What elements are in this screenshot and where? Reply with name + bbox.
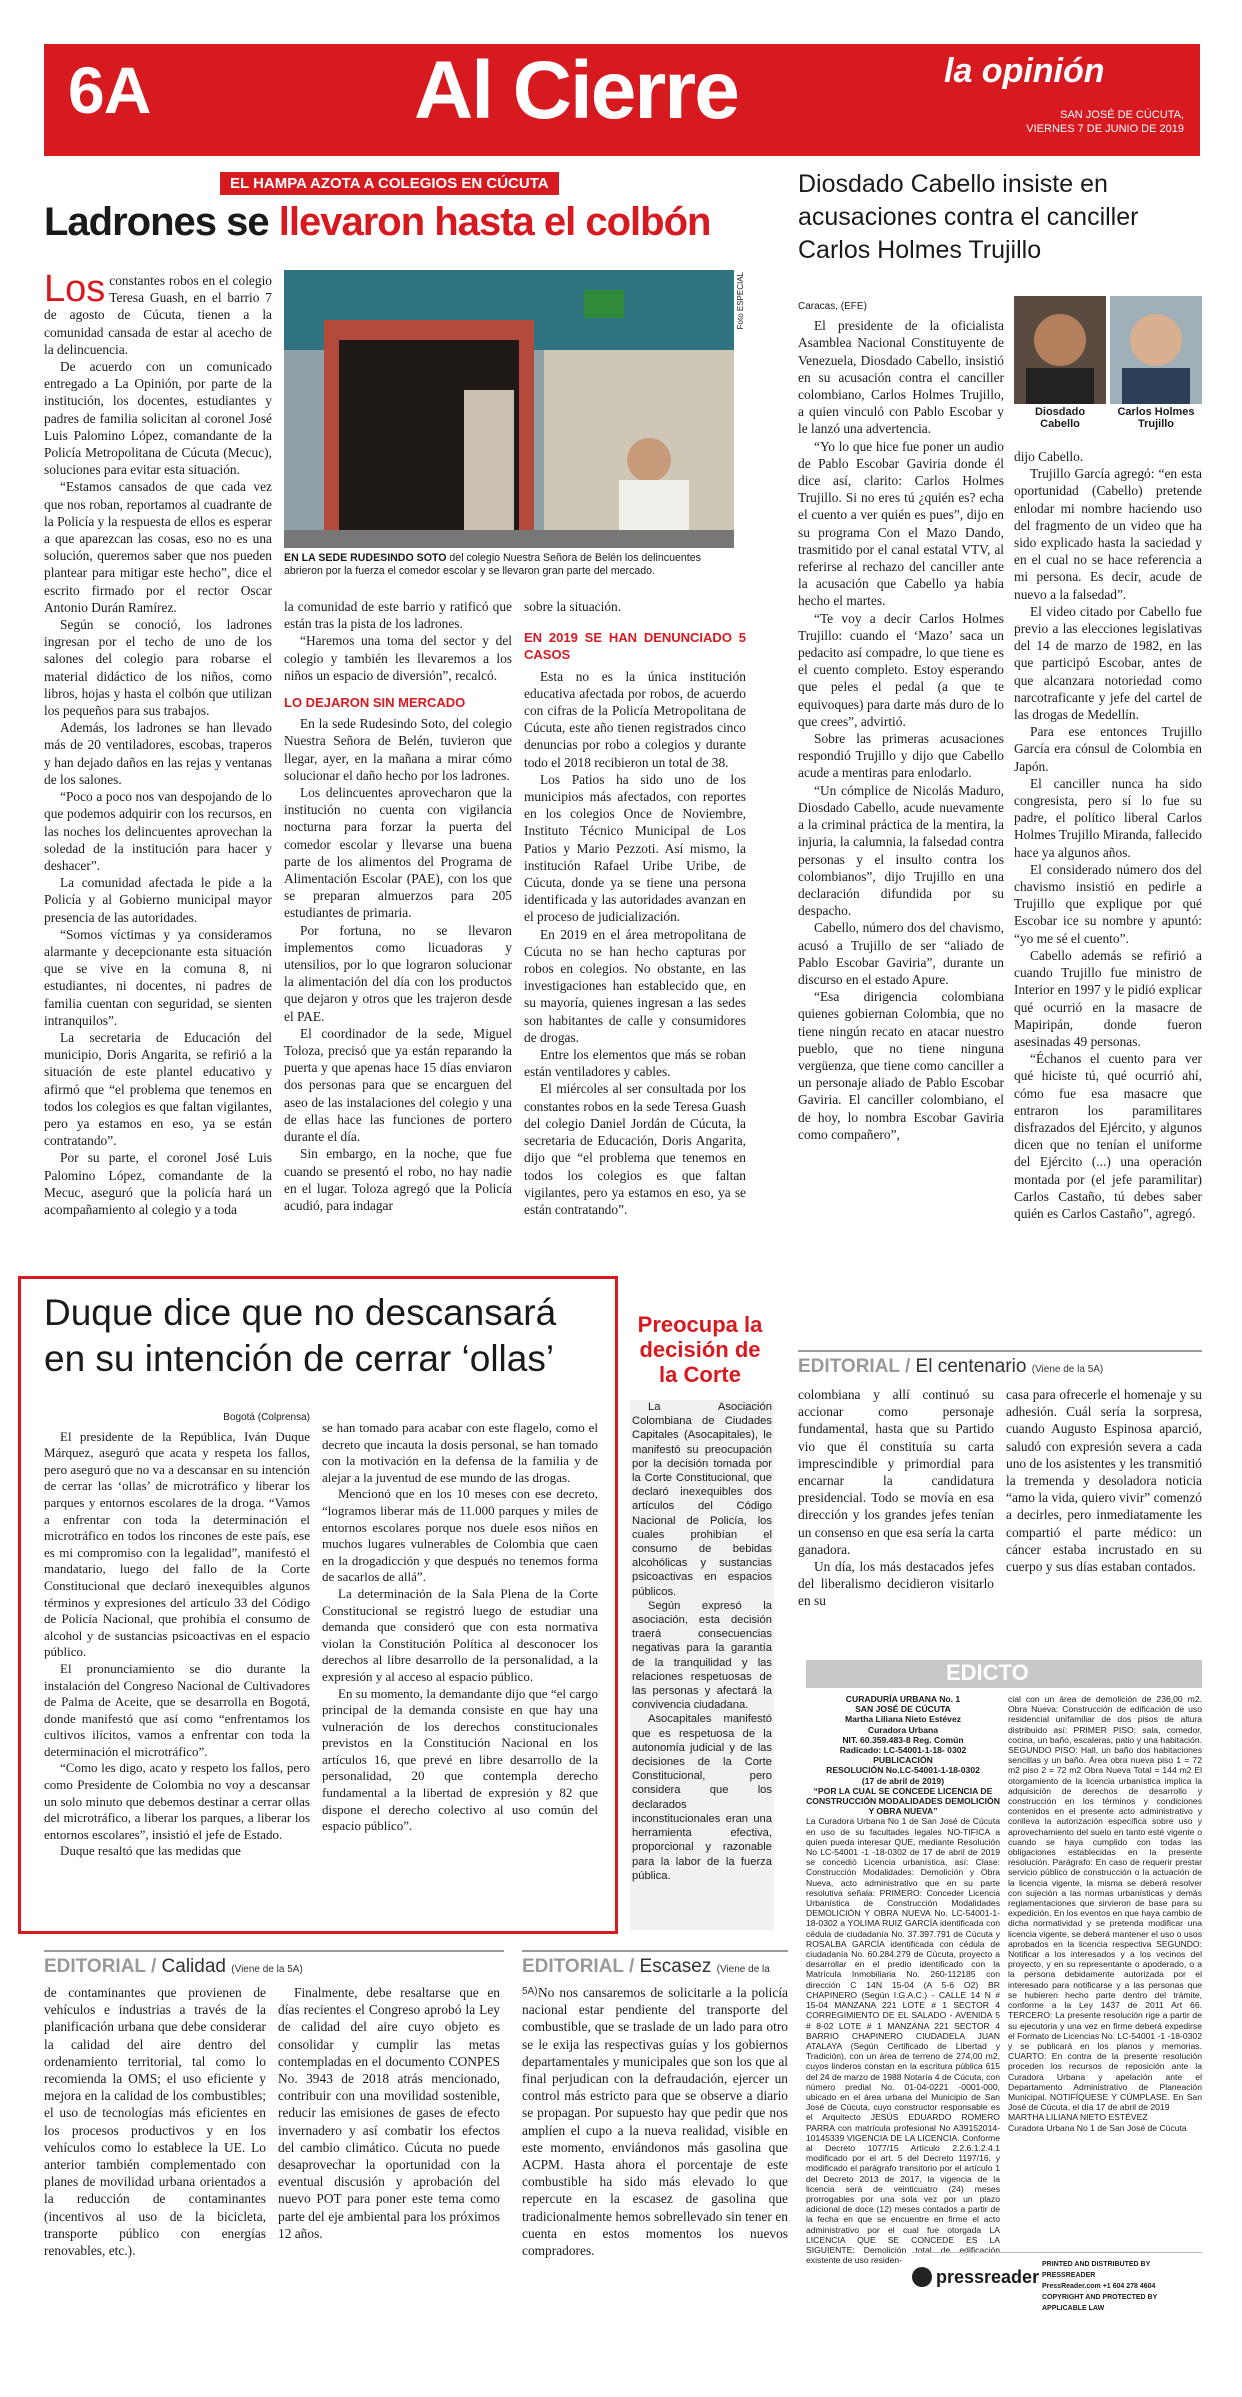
page-header-banner (44, 44, 1200, 156)
photo-credit: Foto ESPECIAL (736, 272, 745, 330)
editorial-calidad-col1: de contaminantes que provienen de vehículos e industrias a través de la planificación urbana que debe considerar la calidad del aire dentro del ordenamiento territorial, tal como lo recomienda la OMS; el uso eficiente y mejora en la calidad de los combustibles; el uso de tecnologías más eficientes en los procesos productivos y en los vehículos como lo establece la UE. Lo anterior también complementado con planes de movilidad urbana orientados a la reducción de contaminantes (incentivos al uso de la bicicleta, transporte público con energías renovables, etc.). (44, 1985, 266, 2259)
subhead-mercado: LO DEJARON SIN MERCADO (284, 695, 466, 711)
pressreader-logo: pressreader (912, 2267, 1039, 2288)
trujillo-photo-label: Carlos Holmes Trujillo (1117, 406, 1195, 430)
cabello-column-2: dijo Cabello. Trujillo García agregó: “en esta oportunidad (Cabello) pretende enlodar mi nombre haciendo uso del fragmento de un video que ha sido explicado hasta la saciedad y en el cual no se hace referencia a mi persona. Es decir, acude de nuevo a la falsedad”. El video citado por Cabello fue previo a las elecciones legislativas del 14 de marzo de 1982, en las que participó Escobar, antes de que alcanzara notoriedad como narcotraficante y jefe del cartel de las drogas de Medellín. Para ese entonces Trujillo García era cónsul de Colombia en Japón. El canciller nunca ha sido congresista, pero sí lo fue su padre, el político liberal Carlos Holmes Trujillo Miranda, fallecido hace ya algunos años. El considerado número dos del chavismo insistió en pedirle a Trujillo que explique por qué Escobar ice su nombre y apuntó: “yo me sé el cuento”. Cabello además se refirió a cuando Trujillo fue ministro de Interior en 1997 y le pidió explicar qué ocurrió en la masacre de Mapiripán, donde fueron asesinadas 49 personas. “Échanos el cuento para ver qué hiciste tú, qué ocurrió ahí, cómo fue esa masacre que entraron los paramilitares disfrazados del Ejército, y algunos dicen que no tenían el uniforme del Ejército (...) una operación montada por (el jefe paramilitar) Carlos Castaño, tú debes saber quién es Carlos Castaño”, agregó. (1014, 449, 1202, 1221)
editorial-escasez-header: EDITORIAL / Escasez (Viene de la 5A) (522, 1950, 788, 2000)
lead-column-3: sobre la situación. EN 2019 SE HAN DENUNCIADO 5 CASOS Esta no es la única institución educativa afectada por robos, de acuerdo con cifras de la Policía Metropolitana de Cúcuta, este año tienen registrados cinco denuncias por robo a colegios y durante todo el 2018 recibieron un total de 38. Los Patios ha sido uno de los municipios más afectados, con reportes en los colegios Once de Noviembre, Instituto Técnico Municipal de Los Patios y Mario Pezzoti. Así mismo, la institución Rafael Uribe Uribe, de Cúcuta, donde ya se tiene una persona identificada y las autoridades avanzan en el proceso de judicialización. En 2019 en el área metropolitana de Cúcuta no se han hecho capturas por robos en colegios. No obstante, en las investigaciones han establecido que, en su mayoría, quienes ingresan a las sedes son habitantes de calle y consumidores de drogas. Entre los elementos que más se roban están ventiladores y cables. El miércoles al ser consultada por los constantes robos en la sede Teresa Guash del colegio Daniel Jordán de Cúcuta, la secretaria de Educación, Doris Angarita, dijo que “el problema que tenemos en todos los colegios es que faltan vigilantes, pero ya estamos en eso, ya se están contratando”. (524, 599, 746, 1217)
duque-headline: Duque dice que no descansará en su intención de cerrar ‘ollas’ (44, 1292, 557, 1379)
lead-column-1: Los constantes robos en el colegio Teresa Guash, en el barrio 7 de agosto de Cúcuta, tienen a la comunidad cansada de estar al acecho de la delincuencia. De acuerdo con un comunicado entregado a La Opinión, por parte de la institución, los docentes, estudiantes y padres de familia solicitan al coronel José Luis Palomino López, comandante de la Policía Metropolitana de Cúcuta (Mecuc), soluciones para evitar esta situación. “Estamos cansados de que cada vez que nos roban, reportamos al cuadrante de la Policía y la respuesta de ellos es esperar a que aparezcan las cosas, eso no es una solución, queremos saber que nos pueden plantear para mitigar este hecho”, dice el escrito firmado por el rector Oscar Antonio Durán Ramírez. Según se conoció, los ladrones ingresan por el techo de uno de los salones del colegio para robarse el material didáctico de los niños, como libros, hojas y hasta el colbón que utilizan los pequeños para sus trabajos. Además, los ladrones se han llevado más de 20 ventiladores, escobas, traperos y han dejado daños en las rejas y ventanas de los salones. “Poco a poco nos van despojando de lo que podemos adquirir con los recursos, en las noches los delincuentes aprovechan la soledad de la institución para hacer y deshacer”. La comunidad afectada le pide a la Policía y al Gobierno municipal mayor presencia de las autoridades. “Somos víctimas y ya consideramos alarmante y decepcionante esta situación que se vive en la comuna 8, ni estudiantes, ni docentes, ni padres de familia cuentan con seguridad, se sienten intranquilos”. La secretaria de Educación del municipio, Doris Angarita, se refirió a la situación de este plantel educativo y afirmó que “el problema que tenemos en todos los colegios es que faltan vigilantes, pero ya estamos en eso, ya se están contratando”. Por su parte, el coronel José Luis Palomino López, comandante de la Mecuc, aseguró que la policía hará un acompañamiento al colegio y a toda (44, 272, 272, 1217)
lead-column-2: la comunidad de este barrio y ratificó que están tras la pista de los ladrones. “Haremos una toma del sector y del colegio y también les llevaremos a los niños un espacio de diversión”, recalcó. LO DEJARON SIN MERCADO En la sede Rudesindo Soto, del colegio Nuestra Señora de Belén, tuvieron que llegar, ayer, en la mañana a mirar cómo solucionar el daño hecho por los ladrones. Los delincuentes aprovecharon que la institución no cuenta con vigilancia nocturna para forzar la puerta del comedor escolar y llevarse una buena parte de los alimentos del Programa de Alimentación Escolar (PAE), con los que se preparan almuerzos para 205 estudiantes de primaria. Por fortuna, no se llevaron implementos como licuadoras y utensilios, por lo que lograron solucionar la alimentación del día con los productos que dejaron y otros que les trajeron desde el PAE. El coordinador de la sede, Miguel Toloza, precisó que ya están reparando la puerta y que apenas hace 15 días enviaron dos personas para que se encarguen del aseo de las instalaciones del colegio y una de ellas hace las funciones de portero durante el día. Sin embargo, en la noche, que fue cuando se presentó el robo, no hay nadie en el lugar. Toloza agregó que la Policía acudió, para indagar (284, 599, 512, 1213)
dateline-city: SAN JOSÉ DE CÚCUTA, (1060, 109, 1184, 121)
photo-caption: EN LA SEDE RUDESINDO SOTO del colegio Nuestra Señora de Belén los delincuentes abrieron por la fuerza el comedor escolar y se llevaron gran parte del mercado. (284, 552, 701, 577)
lead-kicker: EL HAMPA AZOTA A COLEGIOS EN CÚCUTA (220, 172, 559, 195)
pressreader-icon (912, 2267, 932, 2287)
editorial-centenario-header: EDITORIAL / El centenario (Viene de la 5A) (798, 1350, 1202, 1378)
editorial-calidad-header: EDITORIAL / Calidad (Viene de la 5A) (44, 1950, 504, 1978)
section-title: Al Cierre (414, 45, 738, 136)
page-number: 6A (68, 53, 151, 127)
pressreader-footer (912, 2252, 1202, 2312)
editorial-calidad-col2: Finalmente, debe resaltarse que en días recientes el Congreso aprobó la Ley de calidad del aire cuyo objeto es consolidar y cumplir las metas contempladas en el documento CONPES No. 3943 de 2018 atrás mencionado, contribuir con una movilidad sostenible, reducir las emisiones de gases de efecto invernadero y así combatir los efectos del cambio climático. Cúcuta no puede desaprovechar la oportunidad con la eventual discusión y aprobación del nuevo POT para poner este tema como parte del eje ambiental para los próximos 12 años. (278, 1985, 500, 2241)
cabello-photo-label: Diosdado Cabello (1034, 406, 1086, 430)
school-door-illustration (284, 270, 734, 548)
pressreader-notice: PRINTED AND DISTRIBUTED BY PRESSREADER PressReader.com +1 604 278 4604 COPYRIGHT AND PROTECTED BY APPLICABLE LAW (1042, 2261, 1158, 2312)
preocupa-body: La Asociación Colombiana de Ciudades Capitales (Asocapitales), le manifestó su preocupación por la decisión tomada por la Corte Constitucional, que declaró inexequibles dos artículos del Código Nacional de Policía, los cuales prohibían el consumo de bebidas alcohólicas y sustancias psicoactivas en espacios públicos. Según expresó la asociación, esta decisión traerá consecuencias negativas para la garantía de la tranquilidad y las relaciones respetuosas de las personas y afectará la convivencia ciudadana. Asocapitales manifestó que es respetuosa de la autonomía judicial y de las decisiones de la Corte Constitucional, pero considera que los declarados inconstitucionales eran una herramienta efectiva, proporcional y razonable para la labor de la fuerza pública. (630, 1400, 774, 1930)
duque-column-1: Bogotá (Colprensa) El presidente de la República, Iván Duque Márquez, aseguró que acata y respeta los fallos, pero aseguró que no va a descansar en su intención de cerrar las ‘ollas’ de microtráfico y liberar los parques y entornos escolares de la droga. “Vamos a enfrentar con toda la determinación el microtráfico en todos los rincones de este país, ese es mi compromiso con la legalidad”, manifestó el mandatario, luego del fallo de la Corte Constitucional que declaró inexequibles algunos términos y expresiones del artículo 33 del Código de Policía Nacional, que prohibía el consumo de alcohol y de sustancias psicoactivas en el espacio público. El pronunciamiento se dio durante la instalación del Congreso Nacional de Cultivadores de Palma de Aceite, que se desarrolla en Bogotá, donde manifestó que así como “enfrentamos los cultivos ilícitos, vamos a enfrentar con toda la determinación el microtráfico”. “Como les digo, acato y respeto los fallos, pero como Presidente de Colombia no voy a descansar un solo minuto que debemos destinar a cerrar ollas del microtráfico, a liberar los parques, a liberar los entornos escolares”, insistió el jefe de Estado. Duque resaltó que las medidas que (44, 1412, 310, 1859)
editorial-centenario-col2: casa para ofrecerle el homenaje y su adhesión. Cuál sería la sorpresa, cuando Augusto Espinosa aparció, saludó con expresión severa a cada uno de los asistentes y les transmitió la tremenda y desoladora noticia “amo la vida, quiero vivir” comenzó a decirles, pero inmediatamente les compartió el parte médico: un cáncer estaba incrustado en su cuerpo y sus días estaban contados. (1006, 1387, 1202, 1575)
cabello-photo (1014, 296, 1106, 404)
trujillo-photo (1110, 296, 1202, 404)
drop-cap: Los (44, 272, 106, 310)
cabello-headline: Diosdado Cabello insiste en acusaciones contra el canciller Carlos Holmes Trujillo (798, 170, 1139, 264)
duque-column-2: se han tomado para acabar con este flagelo, como el decreto que incauta la dosis personal, se han tomado con la motivación en la defensa de la familia y de alejar a la juventud de ese mundo de las drogas. Mencionó que en los 10 meses con ese decreto, “logramos liberar más de 11.000 parques y miles de entornos escolares porque nos duele esos niños en muchos lugares vulnerables de Colombia que caen en la drogadicción y que después no tenemos forma de sacarlos de allá”. La determinación de la Sala Plena de la Corte Constitucional se registró luego de estudiar una demanda que consideró que con esta normativa violan la Constitución Política al desconocer los derechos al libre desarrollo de la personalidad, a la expresión y al acceso al espacio público. En su momento, la demandante dijo que “el cargo principal de la demanda consiste en que hay una vulneración de los derechos constitucionales previstos en la Constitución Nacional en los artículos 16, que prevé en libre desarrollo de la personalidad, 20 que contempla derecho fundamental a la libertad de expresión y 82 que dispone el derecho colectivo al uso común del espacio público”. (322, 1420, 598, 1834)
edicto-column-1: CURADURÍA URBANA No. 1 SAN JOSÉ DE CÚCUTA Martha Liliana Nieto Estévez Curadora Urbana NIT. 60.359.483-8 Reg. Común Radicado: LC-54001-1-18- 0302 PUBLICACIÓN RESOLUCIÓN No.LC-54001-1-18-0302 (17 de abril de 2019) “POR LA CUAL SE CONCEDE LICENCIA DE CONSTRUCCIÓN MODALIDADES DEMOLICIÓN Y OBRA NUEVA” La Curadora Urbana No 1 de San José de Cúcuta en uso de su facultades legales NO-TIFICA a quien pueda interesar QUE, mediante Resolución No LC-54001 -1 -18-0302 de 17 de abril de 2019 se concedió Licencia urbanística, así: Clase: Construcción Modalidades: Demolición y Obra Nueva, acto administrativo que en su parte resolutiva señala: PRIMERO: Conceder Licencia Urbanística de Construcción Modalidades DEMOLICIÓN Y OBRA NUEVA No. LC-54001-1- 18-0302 a YOLIMA RUIZ GARCÍA identificada con cédula de ciudadanía No. 37.397.791 de Cúcuta y ROSALBA GARCÍA identificada con cédula de ciudadanía No. 60.284.279 de Cúcuta, proyecto a desarrollar en el predio identificado con la Matrícula Inmobiliaria No. 260-112185 con dirección C 14N 15-04 (A 5-6 O2) BR CHAPINERO (Según I.G.A.C.) - CALLE 14 N # 15-04 MANZANA 221 LOTE # 1 SECTOR 4 CORREGIMIENTO DE EL SALADO - AVENIDA 5 # 8-02 LOTE # 1 MANZANA 221 SECTOR 4 BARRIO CHAPINERO CIUDADELA JUAN ATALAYA (Según Certificado de Libertad y Tradición), con un área de terreno de 274,00 m2, cuyos linderos constan en la escritura pública 615 del 24 de marzo de 1988 Notaría 4 de Cúcuta, con número predial No. 01-04-0221 -0001-000, ubicado en el área urbana del Municipio de San José de Cúcuta, cuyo constructor responsable es el Arquitecto JESÚS EDUARDO ROMERO PARRA con matrícula profesional No A39152014-10145339 VIGENCIA DE LA LICENCIA. Conforme al Decreto 1077/15 Artículo 2.2.6.1.2.4.1 modificado por el art. 5 del Decreto 1197/16, y modificado el parágrafo transitorio por el artículo 1 del Decreto 2013 de 2017, la vigencia de la licencia será de veinticuatro (24) meses prorrogables por una sola vez por un plazo adicional de doce (12) meses contados a partir de la fecha en que se encuentre en firme el acto administrativo por el cual fue otorgada LA LICENCIA QUE SE CONCEDE ES LA SIGUIENTE: Demolición total de edificación existente de uso residen- (806, 1694, 1000, 2266)
dateline-date: VIERNES 7 DE JUNIO DE 2019 (1026, 123, 1184, 135)
newspaper-logo: la opinión (944, 52, 1105, 90)
lead-photo (284, 270, 734, 548)
editorial-centenario-col1: colombiana y allí continuó su accionar como personaje fundamental, hasta que su Partido vio que él constituía su carta imprescindible y primordial para encarnar la candidatura presidencial. Todo se movía en esa dirección y los grandes jefes tenían un consenso en que esa sería la carta ganadora. Un día, los más destacados jefes del liberalismo decidieron visitarlo en su (798, 1387, 994, 1609)
edicto-header: EDICTO (806, 1660, 1202, 1688)
lead-headline: Ladrones se llevaron hasta el colbón (44, 200, 711, 244)
cabello-column-1: Caracas, (EFE) El presidente de la oficialista Asamblea Nacional Constituyente de Venezuela, Diosdado Cabello, insistió en su acusación contra el canciller colombiano, Carlos Holmes Trujillo, a quien vinculó con Pablo Escobar y le lanzó una advertencia. “Yo lo que hice fue poner un audio de Pablo Escobar Gaviria donde él dice así, clarito: Carlos Holmes Trujillo. Si no eres tú ¿quién es? echa el cuento a ver quién es pues”, dijo en su programa Con el Mazo Dando, trasmitido por el canal estatal VTV, al referirse al rechazo del canciller ante la acusación que Cabello ya había hecho el martes. “Te voy a decir Carlos Holmes Trujillo: cuando el ‘Mazo’ saca un pedacito así compadre, lo que tiene es el cuento completo. Estoy esperando que peles el pedal (a que te equivoques) para darte más duro de lo que crees”, advirtió. Sobre las primeras acusaciones respondió Trujillo y dijo que Cabello acude a mentiras para enlodarlo. “Un cómplice de Nicolás Maduro, Diosdado Cabello, acude nuevamente a la criminal práctica de la mentira, la injuria, la calumnia, la falsedad contra personas y el insulto contra los colombianos”, dijo Trujillo en una declaración difundida por su despacho. Cabello, número dos del chavismo, acusó a Trujillo de ser “aliado de Pablo Escobar Gaviria”, durante un discurso en el estado Apure. “Esa dirigencia colombiana quienes gobiernan Colombia, que no tiene ningún recato en atacar nuestro pueblo, que no tiene ninguna vergüenza, que tiene como canciller a un personaje aliado de Pablo Escobar Gaviria. El canciller colombiano, el de hoy, lo nombra Escobar Gaviria como compañero”, (798, 301, 1004, 1142)
editorial-escasez-col1: No nos cansaremos de solicitarle a la policía nacional estar pendiente del transporte del combustible, que se traslade de un lado para otro se le exija las respectivas guías y los gobiernos departamentales y municipales que son los que al final perjudican con la defraudación, ejercer un control más estricto para que se observe a diario se propagan. Por supuesto hay que pedir que nos amplíen el cupo a la nueva realidad, visible en este momento, enviándonos más gasolina que ACPM. Hasta ahora el porcentaje de este combustible ha sido más elevado lo que repercute en la escasez de gasolina que tradicionalmente hemos sobrellevado sin tener en cuenta en estos momentos los nuevos compradores. (522, 1985, 788, 2259)
preocupa-headline: Preocupa la decisión de la Corte (637, 1312, 763, 1387)
subhead-casos: EN 2019 SE HAN DENUNCIADO 5 CASOS (524, 630, 746, 663)
edicto-column-2: cial con un área de demolición de 236,00 m2. Obra Nueva: Construcción de edificación de uso residencial unifamiliar de dos pisos de altura distribuido así: PRIMER PISO: sala, comedor, cocina, un baño, escaleras, patio y una habitación. SEGUNDO PISO: Hall, un baño dos habitaciones sencillas y un baño. Área obra nueva piso 1 = 72 m2 piso 2 = 72 m2 Obra Nueva Total = 144 m2 El otorgamiento de la licencia urbanística implica la adquisición de derechos de desarrollo y construcción en los términos y condiciones contenidos en el presente acto administrativo y conlleva la autorización específica sobre uso y aprovechamiento del suelo en tanto esté vigente o cuando se haya cumplido con todas las obligaciones establecidas en la presente resolución. Parágrafo: En caso de requerir prestar servicio público de construcción o la actuación de la licencia vigente, la misma se deberá resolver con sujeción a las normas urbanísticas y demás reglamentaciones que sirvieron de base para su expedición. En los eventos en que haya cambio de dicha normatividad y se pretenda modificar una licencia vigente, se deberá mantener el uso o usos aprobados en la licencia respectiva SEGUNDO: Notificar a los interesados y a los vecinos del proyecto, y en su representante o apoderado, o a la persona debidamente autorizada por el interesado para notificarse y a las personas que se hubieren hecho parte dentro del trámite, conforme a la Ley 1437 de 2011 Art 66. TERCERO: La presente resolución rige a partir de su ejecutoria y una vez en firme deberá expedirse el Formato de Licencias No. LC-54001 -1 -18-0302 y se publicará en los planos y memorias. CUARTO: En contra de la presente resolución proceden los recursos de reposición ante la Curadora Urbana y apelación ante el Departamento Administrativo de Planeación Municipal. NOTIFÍQUESE Y CÚMPLASE. En San José de Cúcuta, el día 17 de abril de 2019 MARTHA LILIANA NIETO ESTÉVEZ Curadora Urbana No 1 de San José de Cúcuta (1008, 1694, 1202, 2133)
